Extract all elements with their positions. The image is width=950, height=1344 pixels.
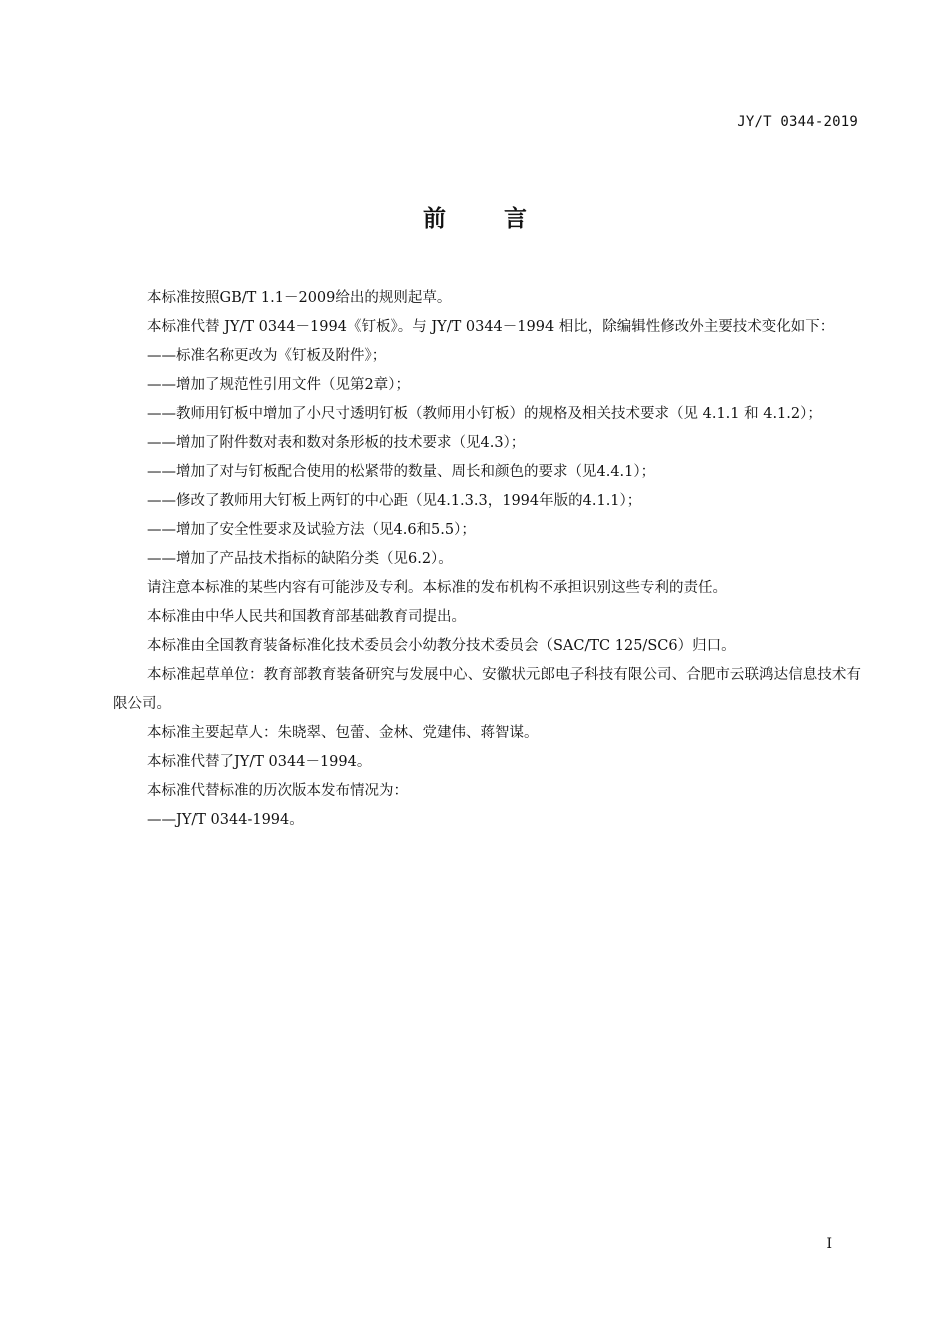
list-item: ——JY/T 0344-1994。 [147,812,304,828]
paragraph: 本标准代替 JY/T 0344－1994《钉板》。与 JY/T 0344－1994 相比，除编辑性修改外主要技术变化如下： [147,319,835,335]
list-item: ——教师用钉板中增加了小尺寸透明钉板（教师用小钉板）的规格及相关技术要求（见 4.1.1 和 4.1.2）； [147,406,822,422]
list-item: ——增加了产品技术指标的缺陷分类（见6.2）。 [147,551,453,567]
paragraph: 本标准由中华人民共和国教育部基础教育司提出。 [147,609,466,625]
paragraph: 本标准起草单位：教育部教育装备研究与发展中心、安徽状元郎电子科技有限公司、合肥市云联鸿达信息技术有限公司。 [113,667,861,712]
list-item: ——标准名称更改为《钉板及附件》； [147,348,387,364]
list-item: ——增加了对与钉板配合使用的松紧带的数量、周长和颜色的要求（见4.4.1）； [147,464,656,480]
list-item: ——增加了规范性引用文件（见第2章）； [147,377,410,393]
paragraph: 请注意本标准的某些内容有可能涉及专利。本标准的发布机构不承担识别这些专利的责任。 [147,580,727,596]
standard-code: JY/T 0344-2019 [737,114,858,130]
list-item: ——增加了安全性要求及试验方法（见4.6和5.5）； [147,522,476,538]
foreword-body [113,284,861,835]
page-number: I [826,1236,832,1252]
page-title: 前言 [423,206,585,232]
paragraph: 本标准按照GB/T 1.1－2009给出的规则起草。 [147,290,452,306]
list-item: ——增加了附件数对表和数对条形板的技术要求（见4.3）； [147,435,526,451]
paragraph: 本标准代替标准的历次版本发布情况为： [147,783,408,799]
paragraph: 本标准主要起草人：朱晓翠、包蕾、金林、党建伟、蒋智谋。 [147,725,539,741]
list-item: ——修改了教师用大钉板上两钉的中心距（见4.1.3.3，1994年版的4.1.1）； [147,493,642,509]
paragraph: 本标准代替了JY/T 0344－1994。 [147,754,372,770]
paragraph: 本标准由全国教育装备标准化技术委员会小幼教分技术委员会（SAC/TC 125/SC6）归口。 [147,638,736,654]
